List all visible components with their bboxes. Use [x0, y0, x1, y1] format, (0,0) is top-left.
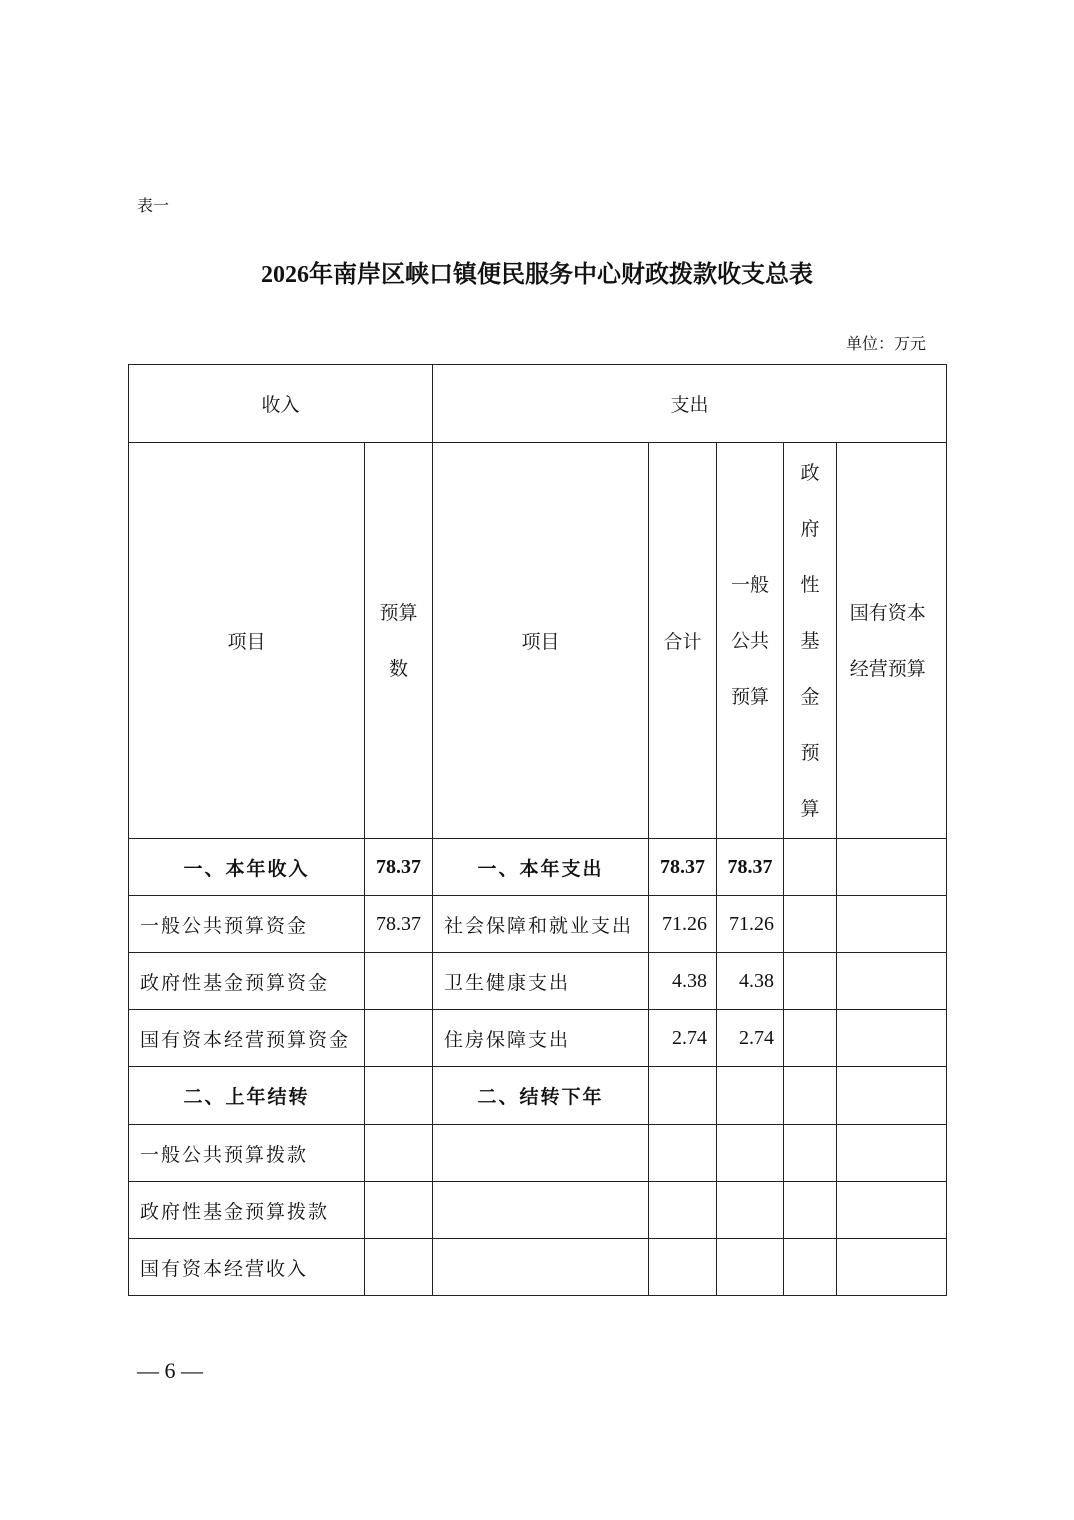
- expense-item-cell: [433, 1125, 649, 1182]
- table-row: [129, 1125, 947, 1182]
- income-item-cell: 一般公共预算资金: [129, 896, 365, 953]
- col-header-gov-fund: 政府性基金预算: [784, 443, 837, 839]
- gov-fund-cell: [784, 896, 837, 953]
- state-capital-cell: [837, 1010, 947, 1067]
- state-capital-cell: [837, 953, 947, 1010]
- income-item-cell: 国有资本经营预算资金: [129, 1010, 365, 1067]
- income-item-cell: 国有资本经营收入: [129, 1239, 365, 1296]
- income-budget-cell: 78.37: [365, 896, 433, 953]
- income-item-cell: 一般公共预算拨款: [129, 1125, 365, 1182]
- col-header-general-public: 一般公共预算: [717, 443, 784, 839]
- table-row: [129, 1182, 947, 1239]
- total-cell: 78.37: [649, 839, 717, 896]
- income-item-cell: 政府性基金预算资金: [129, 953, 365, 1010]
- total-cell: 4.38: [649, 953, 717, 1010]
- total-cell: [649, 1182, 717, 1239]
- budget-summary-table: [128, 364, 947, 1296]
- state-capital-cell: [837, 1125, 947, 1182]
- general-public-cell: [717, 1125, 784, 1182]
- table-row: [129, 839, 947, 896]
- income-budget-cell: [365, 1010, 433, 1067]
- total-cell: 71.26: [649, 896, 717, 953]
- expense-item-cell: 社会保障和就业支出: [433, 896, 649, 953]
- table-row: [129, 1239, 947, 1296]
- state-capital-cell: [837, 1239, 947, 1296]
- expense-group-header: 支出: [433, 365, 947, 443]
- table-row: [129, 896, 947, 953]
- col-header-state-capital: 国有资本经营预算: [837, 443, 947, 839]
- general-public-cell: 4.38: [717, 953, 784, 1010]
- gov-fund-cell: [784, 1182, 837, 1239]
- expense-item-cell: 二、结转下年: [433, 1067, 649, 1125]
- income-budget-cell: [365, 1239, 433, 1296]
- col-header-income-item: 项目: [129, 443, 365, 839]
- table-row: [129, 1067, 947, 1125]
- expense-item-cell: 住房保障支出: [433, 1010, 649, 1067]
- expense-item-cell: 卫生健康支出: [433, 953, 649, 1010]
- expense-item-cell: 一、本年支出: [433, 839, 649, 896]
- income-budget-cell: [365, 1125, 433, 1182]
- expense-item-cell: [433, 1182, 649, 1239]
- total-cell: [649, 1239, 717, 1296]
- unit-label: 单位：万元: [846, 334, 927, 353]
- table-row: [129, 953, 947, 1010]
- income-group-header: 收入: [129, 365, 433, 443]
- gov-fund-cell: [784, 1125, 837, 1182]
- table-label: 表一: [137, 196, 170, 215]
- page-title: 2026年南岸区峡口镇便民服务中心财政拨款收支总表: [261, 262, 813, 288]
- income-budget-cell: 78.37: [365, 839, 433, 896]
- page-number: — 6 —: [137, 1358, 203, 1383]
- col-header-income-budget: 预算数: [365, 443, 433, 839]
- general-public-cell: 78.37: [717, 839, 784, 896]
- income-budget-cell: [365, 953, 433, 1010]
- col-header-expense-item: 项目: [433, 443, 649, 839]
- state-capital-cell: [837, 1182, 947, 1239]
- income-budget-cell: [365, 1182, 433, 1239]
- state-capital-cell: [837, 839, 947, 896]
- income-item-cell: 一、本年收入: [129, 839, 365, 896]
- table-row: [129, 1010, 947, 1067]
- general-public-cell: [717, 1182, 784, 1239]
- gov-fund-cell: [784, 1010, 837, 1067]
- gov-fund-cell: [784, 1067, 837, 1125]
- income-item-cell: 政府性基金预算拨款: [129, 1182, 365, 1239]
- state-capital-cell: [837, 1067, 947, 1125]
- state-capital-cell: [837, 896, 947, 953]
- general-public-cell: 71.26: [717, 896, 784, 953]
- general-public-cell: 2.74: [717, 1010, 784, 1067]
- general-public-cell: [717, 1239, 784, 1296]
- income-budget-cell: [365, 1067, 433, 1125]
- gov-fund-cell: [784, 1239, 837, 1296]
- total-cell: [649, 1125, 717, 1182]
- general-public-cell: [717, 1067, 784, 1125]
- col-header-total: 合计: [649, 443, 717, 839]
- gov-fund-cell: [784, 953, 837, 1010]
- total-cell: 2.74: [649, 1010, 717, 1067]
- total-cell: [649, 1067, 717, 1125]
- gov-fund-cell: [784, 839, 837, 896]
- income-item-cell: 二、上年结转: [129, 1067, 365, 1125]
- expense-item-cell: [433, 1239, 649, 1296]
